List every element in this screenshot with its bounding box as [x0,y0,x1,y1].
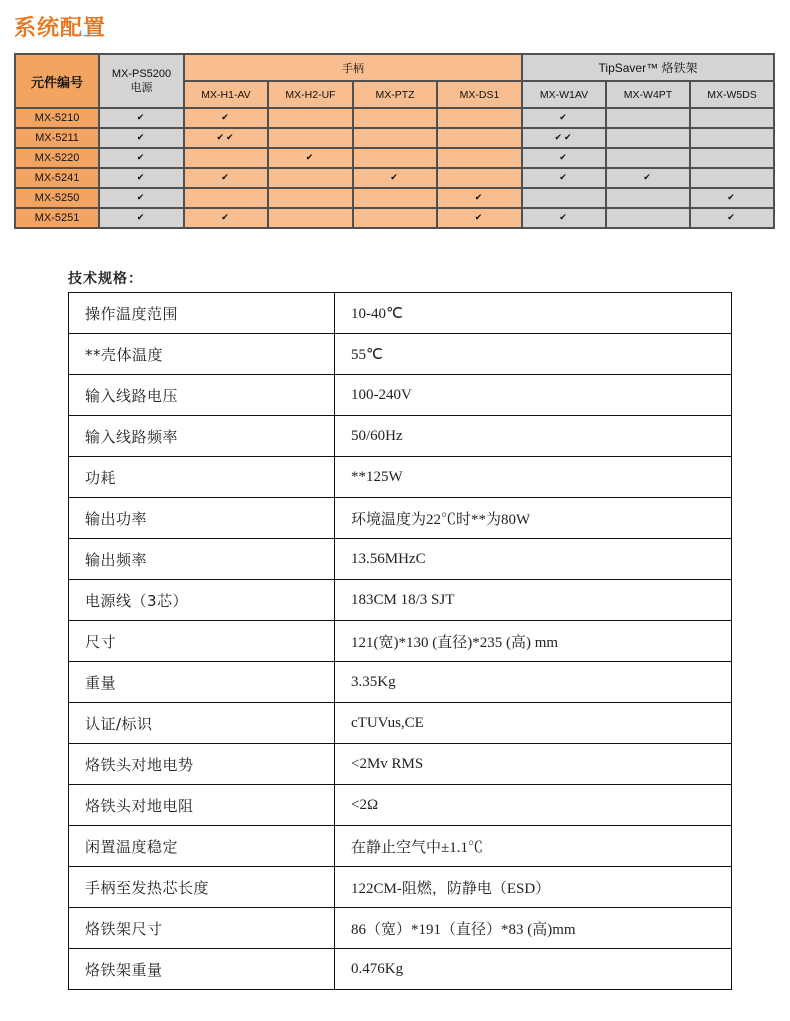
stand-check-mx-w1av [522,188,606,208]
stand-check-mx-w4pt [606,128,690,148]
stand-check-mx-w5ds [690,148,774,168]
handle-check-mx-ptz [353,148,437,168]
part-number: MX-5251 [15,208,99,228]
spec-value: 86（宽）*191（直径）*83 (高)mm [335,908,732,949]
handle-col-mx-h1-av: MX-H1-AV [184,81,268,108]
config-row-mx-5241 [15,168,774,188]
stand-check-mx-w1av: ✔ [522,148,606,168]
system-config-table [14,53,775,229]
stand-check-mx-w1av: ✔ [522,108,606,128]
spec-value: cTUVus,CE [335,703,732,744]
spec-name: 输出功率 [69,498,335,539]
handle-check-mx-ptz [353,208,437,228]
stand-check-mx-w1av: ✔ [522,208,606,228]
spec-value: <2Ω [335,785,732,826]
part-number-header: 元件编号 [15,54,99,108]
stand-check-mx-w5ds [690,128,774,148]
spec-value: 122CM-阻燃，防静电（ESD） [335,867,732,908]
handle-check-mx-h1-av: ✔ [184,208,268,228]
config-row-mx-5211 [15,128,774,148]
stand-check-mx-w5ds: ✔ [690,188,774,208]
power-supply-check: ✔ [99,108,184,128]
part-number: MX-5241 [15,168,99,188]
spec-name: 电源线（3芯） [69,580,335,621]
handle-check-mx-ptz: ✔ [353,168,437,188]
spec-row [69,785,732,826]
spec-name: 输出频率 [69,539,335,580]
handle-check-mx-ds1: ✔ [437,208,522,228]
spec-value: <2Mv RMS [335,744,732,785]
spec-value: 100-240V [335,375,732,416]
spec-name: 手柄至发热芯长度 [69,867,335,908]
part-number: MX-5250 [15,188,99,208]
power-supply-check: ✔ [99,128,184,148]
spec-name: 重量 [69,662,335,703]
spec-name: 输入线路频率 [69,416,335,457]
spec-name: 输入线路电压 [69,375,335,416]
spec-value: 环境温度为22℃时**为80W [335,498,732,539]
config-row-mx-5250 [15,188,774,208]
handle-check-mx-h1-av [184,188,268,208]
handle-check-mx-h2-uf [268,208,353,228]
spec-row [69,621,732,662]
stand-check-mx-w5ds [690,168,774,188]
config-row-mx-5210 [15,108,774,128]
spec-name: 烙铁头对地电势 [69,744,335,785]
spec-value: 55℃ [335,334,732,375]
handle-check-mx-ds1: ✔ [437,188,522,208]
power-supply-check: ✔ [99,208,184,228]
power-supply-label: 电源 [130,82,153,94]
handle-check-mx-h2-uf [268,188,353,208]
stand-check-mx-w4pt [606,208,690,228]
spec-value: **125W [335,457,732,498]
spec-name: **壳体温度 [69,334,335,375]
spec-name: 认证/标识 [69,703,335,744]
stand-check-mx-w4pt: ✔ [606,168,690,188]
handle-check-mx-ds1 [437,148,522,168]
spec-value: 0.476Kg [335,949,732,990]
handle-check-mx-h1-av: ✔ [184,108,268,128]
handle-col-mx-h2-uf: MX-H2-UF [268,81,353,108]
spec-value: 50/60Hz [335,416,732,457]
config-header-row-1 [15,54,774,81]
spec-name: 尺寸 [69,621,335,662]
handle-check-mx-h1-av: ✔ [184,168,268,188]
spec-row [69,498,732,539]
spec-row [69,662,732,703]
handle-check-mx-ptz [353,188,437,208]
stand-col-mx-w1av: MX-W1AV [522,81,606,108]
spec-name: 烙铁架重量 [69,949,335,990]
spec-value: 13.56MHzC [335,539,732,580]
config-row-mx-5251 [15,208,774,228]
handle-check-mx-h1-av [184,148,268,168]
stand-check-mx-w4pt [606,188,690,208]
handle-check-mx-h2-uf [268,168,353,188]
stand-check-mx-w1av: ✔✔ [522,128,606,148]
power-supply-check: ✔ [99,188,184,208]
spec-value: 10-40℃ [335,293,732,334]
stand-check-mx-w4pt [606,108,690,128]
spec-value: 在静止空气中±1.1℃ [335,826,732,867]
part-number: MX-5220 [15,148,99,168]
stand-check-mx-w1av: ✔ [522,168,606,188]
stand-col-mx-w5ds: MX-W5DS [690,81,774,108]
handle-col-mx-ptz: MX-PTZ [353,81,437,108]
spec-row [69,703,732,744]
spec-row [69,744,732,785]
power-supply-check: ✔ [99,168,184,188]
spec-row [69,580,732,621]
spec-value: 121(宽)*130 (直径)*235 (高) mm [335,621,732,662]
power-supply-header [99,54,184,108]
handle-col-mx-ds1: MX-DS1 [437,81,522,108]
stand-group-header: TipSaver™ 烙铁架 [522,54,774,81]
stand-check-mx-w4pt [606,148,690,168]
handle-check-mx-h2-uf [268,108,353,128]
page-title: 系统配置 [14,16,107,41]
spec-name: 闲置温度稳定 [69,826,335,867]
handle-check-mx-ds1 [437,168,522,188]
spec-name: 烙铁头对地电阻 [69,785,335,826]
spec-row [69,867,732,908]
spec-row [69,293,732,334]
spec-table [68,292,732,990]
handle-check-mx-ptz [353,128,437,148]
spec-row [69,908,732,949]
spec-name: 操作温度范围 [69,293,335,334]
spec-row [69,949,732,990]
stand-check-mx-w5ds [690,108,774,128]
part-number: MX-5210 [15,108,99,128]
specs-heading: 技术规格： [68,271,143,287]
config-row-mx-5220 [15,148,774,168]
spec-row [69,334,732,375]
spec-value: 3.35Kg [335,662,732,703]
handle-group-header: 手柄 [184,54,522,81]
spec-row [69,416,732,457]
handle-check-mx-h2-uf: ✔ [268,148,353,168]
handle-check-mx-h1-av: ✔✔ [184,128,268,148]
stand-col-mx-w4pt: MX-W4PT [606,81,690,108]
power-supply-check: ✔ [99,148,184,168]
stand-check-mx-w5ds: ✔ [690,208,774,228]
handle-check-mx-ds1 [437,128,522,148]
spec-row [69,539,732,580]
spec-row [69,826,732,867]
handle-check-mx-ds1 [437,108,522,128]
spec-name: 烙铁架尺寸 [69,908,335,949]
part-number: MX-5211 [15,128,99,148]
power-supply-model: MX-PS5200 [111,68,172,80]
spec-row [69,375,732,416]
handle-check-mx-h2-uf [268,128,353,148]
spec-row [69,457,732,498]
spec-value: 183CM 18/3 SJT [335,580,732,621]
spec-name: 功耗 [69,457,335,498]
handle-check-mx-ptz [353,108,437,128]
